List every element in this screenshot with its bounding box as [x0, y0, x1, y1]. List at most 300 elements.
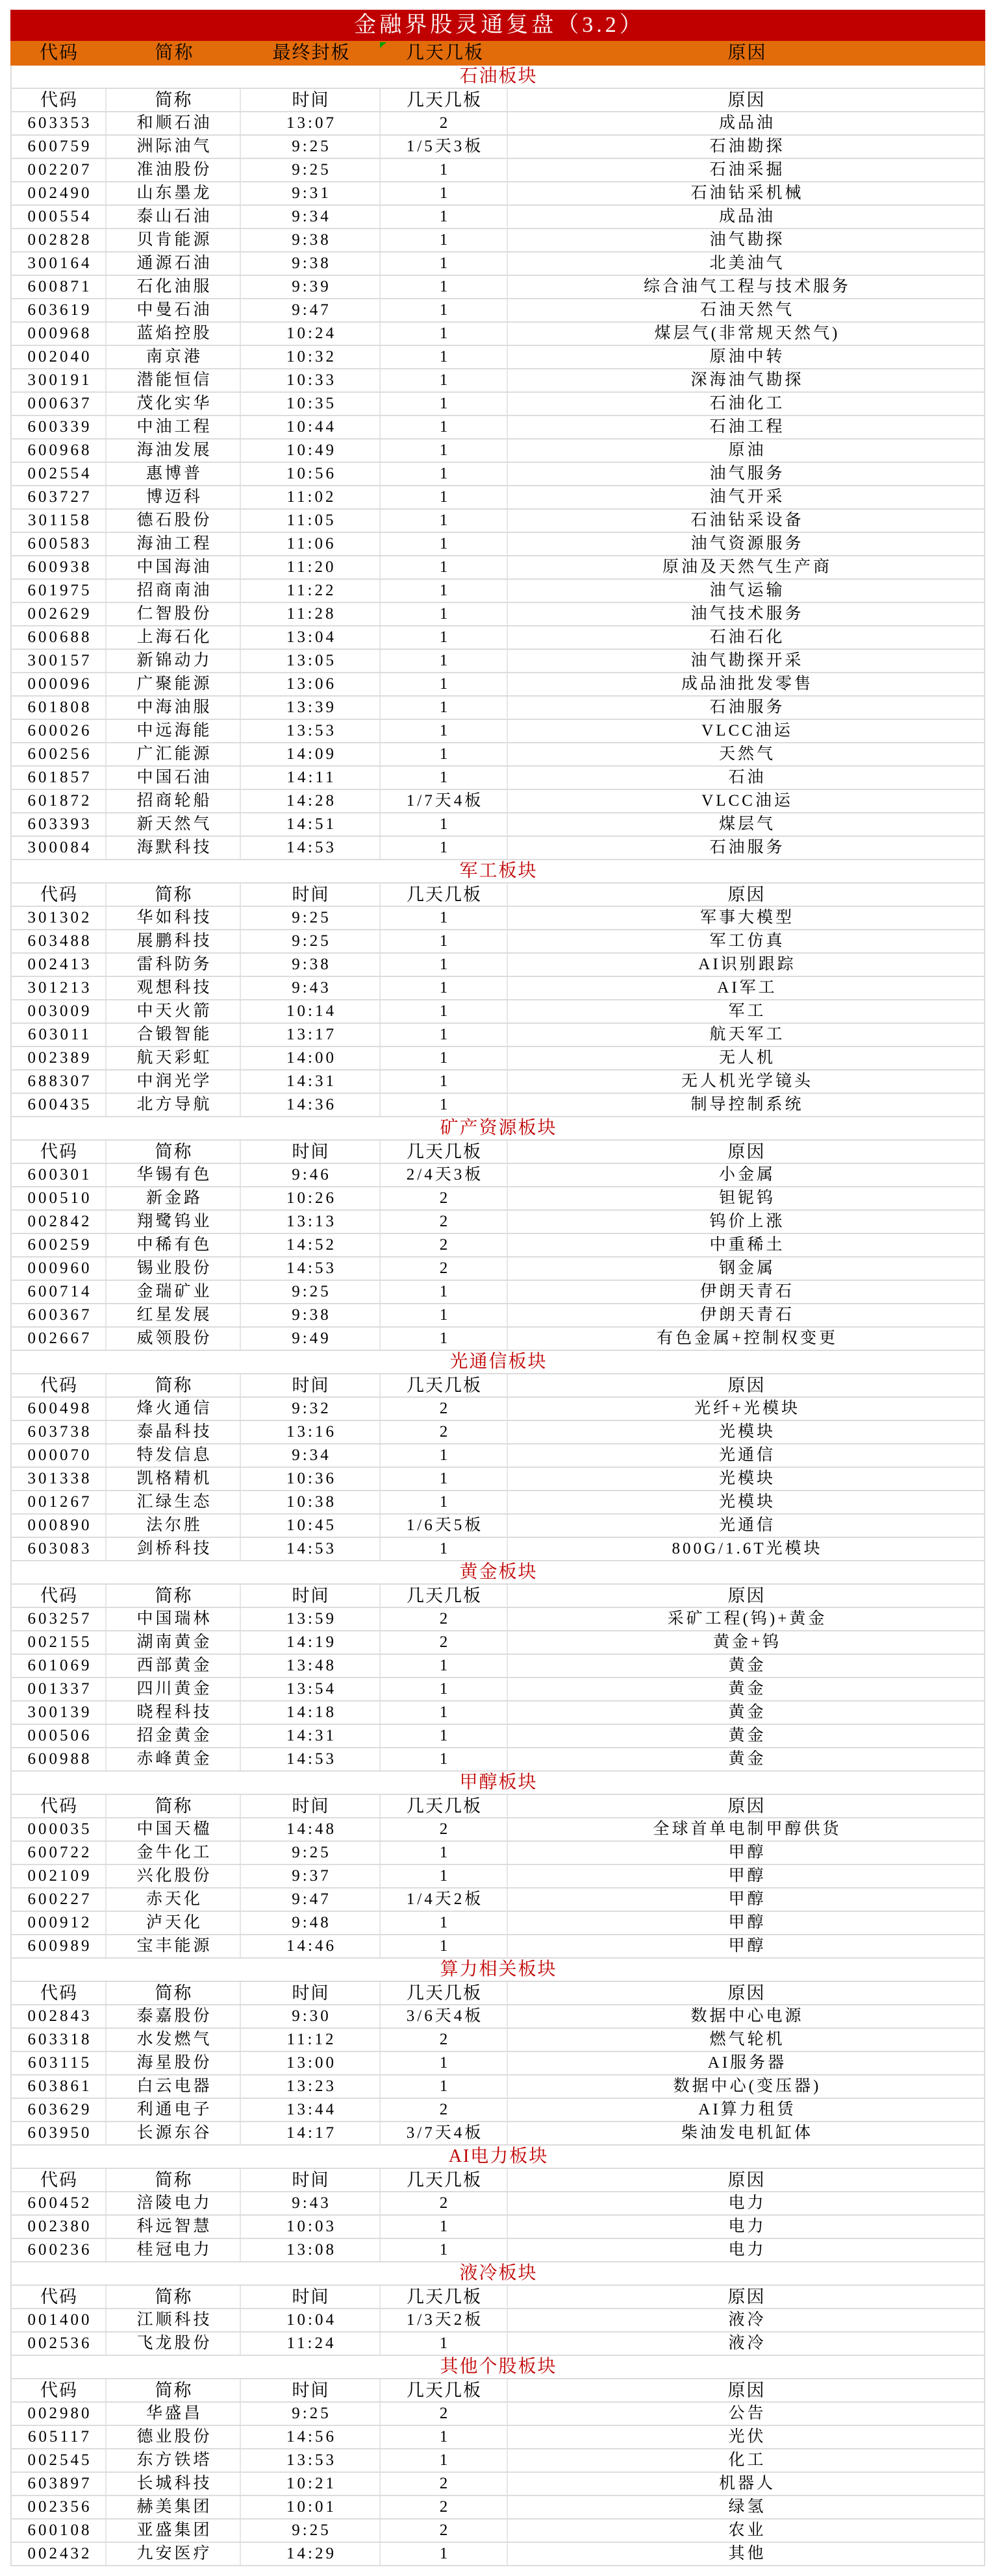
stock-name: 九安医疗 — [107, 2543, 241, 2565]
limit-up-reason: 钨价上涨 — [709, 1213, 785, 1230]
stock-name: 博迈科 — [107, 486, 241, 508]
limit-up-reason: 柴油发电机缸体 — [681, 2124, 813, 2142]
limit-up-reason: 化工 — [728, 2451, 766, 2469]
limit-up-reason: 钢金属 — [718, 1259, 775, 1277]
stock-row — [12, 907, 984, 930]
seal-time: 9:39 — [241, 276, 381, 298]
board-count: 1 — [381, 159, 508, 181]
board-count: 1 — [381, 1444, 508, 1467]
board-count: 1 — [381, 533, 508, 555]
stock-name: 和顺石油 — [107, 112, 241, 134]
sector-title: 其他个股板块 — [12, 2356, 984, 2379]
stock-name: 东方铁塔 — [107, 2449, 241, 2471]
seal-time: 9:43 — [241, 2192, 381, 2214]
seal-time: 9:38 — [241, 1304, 381, 1326]
main-header-row — [10, 41, 985, 66]
limit-up-reason: 石油 — [728, 769, 766, 786]
column-header-row — [12, 1141, 984, 1164]
seal-time: 9:49 — [241, 1328, 381, 1350]
stock-row — [12, 1748, 984, 1772]
seal-time: 11:20 — [241, 556, 381, 578]
stock-row — [12, 2473, 984, 2496]
stock-code: 301338 — [12, 1468, 107, 1490]
seal-time: 13:08 — [241, 2239, 381, 2261]
seal-time: 9:43 — [241, 977, 381, 999]
column-header-reason: 原因 — [727, 2381, 766, 2400]
stock-code: 002413 — [12, 954, 107, 976]
stock-code: 002155 — [12, 1631, 107, 1653]
limit-up-reason: 数据中心电源 — [690, 2007, 804, 2025]
stock-row — [12, 2005, 984, 2029]
stock-code: 600339 — [12, 416, 107, 438]
stock-row — [12, 1678, 984, 1702]
board-count: 1 — [381, 323, 508, 345]
board-count: 3/6天4板 — [381, 2005, 508, 2027]
column-header-reason: 原因 — [727, 1796, 766, 1816]
limit-up-reason: 伊朗天青石 — [699, 1283, 794, 1300]
limit-up-reason: 油气运输 — [709, 582, 785, 599]
stock-row — [12, 2333, 984, 2356]
stock-name: 白云电器 — [107, 2075, 241, 2098]
stock-name: 招商轮船 — [107, 790, 241, 812]
stock-code: 600259 — [12, 1234, 107, 1256]
column-header-name: 简称 — [107, 2169, 241, 2191]
stock-row — [12, 1187, 984, 1211]
stock-code: 600938 — [12, 556, 107, 578]
seal-time: 11:05 — [241, 510, 381, 532]
stock-code: 000510 — [12, 1187, 107, 1209]
limit-up-reason: 数据中心(变压器) — [673, 2077, 822, 2095]
stock-code: 000960 — [12, 1257, 107, 1280]
stock-row — [12, 1304, 984, 1328]
stock-name: 洲际油气 — [107, 136, 241, 158]
stock-code: 002040 — [12, 346, 107, 368]
header-code: 代码 — [39, 43, 79, 63]
column-header-reason: 原因 — [727, 1376, 766, 1395]
limit-up-reason: 电力 — [728, 2218, 766, 2235]
sector-section — [12, 1351, 984, 1561]
stock-row — [12, 2239, 984, 2262]
limit-up-reason: 成品油 — [718, 208, 775, 225]
board-count: 1 — [381, 2052, 508, 2074]
stock-code: 002554 — [12, 463, 107, 485]
stock-code: 600498 — [12, 1398, 107, 1420]
stock-code: 600968 — [12, 440, 107, 462]
stock-code: 002629 — [12, 603, 107, 625]
seal-time: 14:52 — [241, 1234, 381, 1256]
stock-row — [12, 2309, 984, 2333]
board-count: 2 — [381, 1234, 508, 1256]
seal-time: 9:25 — [241, 2403, 381, 2425]
review-sheet — [10, 10, 985, 2566]
board-count: 1 — [381, 837, 508, 859]
stock-row — [12, 1328, 984, 1351]
limit-up-reason: 钽铌钨 — [718, 1189, 775, 1207]
stock-row — [12, 1912, 984, 1935]
board-count: 1 — [381, 626, 508, 649]
stock-row — [12, 1655, 984, 1678]
board-count: 2 — [381, 1398, 508, 1420]
stock-row — [12, 1024, 984, 1047]
board-count: 1 — [381, 673, 508, 695]
seal-time: 14:51 — [241, 813, 381, 836]
stock-code: 600367 — [12, 1304, 107, 1326]
stock-row — [12, 2520, 984, 2543]
column-header-row — [12, 2286, 984, 2309]
board-count: 1 — [381, 393, 508, 415]
limit-up-reason: 石油化工 — [709, 395, 785, 412]
stock-name: 潜能恒信 — [107, 369, 241, 391]
column-header-row — [12, 884, 984, 907]
seal-time: 9:25 — [241, 930, 381, 952]
stock-name: 中天火箭 — [107, 1000, 241, 1022]
board-count: 1 — [381, 1655, 508, 1677]
stock-code: 301158 — [12, 510, 107, 532]
seal-time: 14:19 — [241, 1631, 381, 1653]
board-count: 1 — [381, 580, 508, 602]
stock-code: 600227 — [12, 1889, 107, 1911]
board-count: 1 — [381, 697, 508, 719]
stock-row — [12, 977, 984, 1000]
stock-name: 广汇能源 — [107, 743, 241, 765]
column-header-reason: 原因 — [727, 2287, 766, 2307]
board-count: 1 — [381, 463, 508, 485]
stock-row — [12, 2192, 984, 2216]
limit-up-reason: 北美油气 — [709, 254, 785, 272]
seal-time: 14:36 — [241, 1094, 381, 1116]
seal-time: 9:25 — [241, 136, 381, 158]
stock-code: 002545 — [12, 2449, 107, 2471]
sector-section — [12, 2356, 984, 2566]
stock-row — [12, 2449, 984, 2473]
limit-up-reason: 黄金 — [728, 1680, 766, 1698]
stock-code: 002432 — [12, 2543, 107, 2565]
stock-name: 长源东谷 — [107, 2122, 241, 2144]
seal-time: 14:18 — [241, 1702, 381, 1724]
limit-up-reason: 黄金 — [728, 1750, 766, 1768]
stock-name: 海默科技 — [107, 837, 241, 859]
stock-row — [12, 1211, 984, 1234]
stock-name: 仁智股份 — [107, 603, 241, 625]
limit-up-reason: 光通信 — [718, 1517, 775, 1534]
limit-up-reason: 成品油 — [718, 114, 775, 132]
board-count: 1 — [381, 1024, 508, 1046]
sector-title: 光通信板块 — [12, 1351, 984, 1374]
limit-up-reason: 小金属 — [718, 1166, 775, 1183]
stock-name: 汇绿生态 — [107, 1491, 241, 1513]
limit-up-reason: 黄金+钨 — [712, 1633, 782, 1651]
seal-time: 9:25 — [241, 907, 381, 929]
board-count: 1 — [381, 2075, 508, 2098]
seal-time: 10:21 — [241, 2473, 381, 2495]
limit-up-reason: AI算力租赁 — [698, 2101, 796, 2118]
stock-name: 宝丰能源 — [107, 1935, 241, 1957]
stock-row — [12, 673, 984, 697]
limit-up-reason: 电力 — [728, 2241, 766, 2259]
limit-up-reason: 综合油气工程与技术服务 — [643, 278, 851, 295]
stock-name: 中油工程 — [107, 416, 241, 438]
board-count: 1/3天2板 — [381, 2309, 508, 2331]
limit-up-reason: 油气技术服务 — [690, 605, 804, 623]
stock-name: 金瑞矿业 — [107, 1281, 241, 1303]
seal-time: 13:48 — [241, 1655, 381, 1677]
column-header-row — [12, 2379, 984, 2403]
sector-section — [12, 1772, 984, 1959]
stock-row — [12, 2216, 984, 2239]
column-header-name: 简称 — [107, 1141, 241, 1163]
board-count: 1 — [381, 1491, 508, 1513]
column-header-name: 简称 — [107, 1795, 241, 1817]
seal-time: 9:31 — [241, 182, 381, 204]
stock-code: 301302 — [12, 907, 107, 929]
stock-row — [12, 2122, 984, 2146]
limit-up-reason: 甲醇 — [728, 1890, 766, 1908]
board-count: 1 — [381, 1468, 508, 1490]
board-count: 2 — [381, 112, 508, 134]
stock-row — [12, 2496, 984, 2520]
stock-code: 603083 — [12, 1538, 107, 1560]
column-header-reason: 原因 — [727, 885, 766, 904]
stock-code: 001267 — [12, 1491, 107, 1513]
stock-name: 翔鹭钨业 — [107, 1211, 241, 1233]
seal-time: 9:25 — [241, 2520, 381, 2542]
column-header-code: 代码 — [12, 89, 107, 111]
limit-up-reason: 石油钻采机械 — [690, 184, 804, 202]
limit-up-reason: 黄金 — [728, 1703, 766, 1721]
stock-row — [12, 1889, 984, 1912]
seal-time: 9:38 — [241, 954, 381, 976]
stock-row — [12, 743, 984, 767]
stock-row — [12, 1842, 984, 1865]
seal-time: 13:59 — [241, 1608, 381, 1630]
column-header-time: 时间 — [241, 1374, 381, 1396]
stock-name: 水发燃气 — [107, 2029, 241, 2051]
limit-up-reason: 其他 — [728, 2545, 766, 2562]
column-header-name: 简称 — [107, 884, 241, 906]
limit-up-reason: 机器人 — [718, 2475, 775, 2492]
seal-time: 13:44 — [241, 2099, 381, 2121]
limit-up-reason: 光伏 — [728, 2428, 766, 2446]
stock-row — [12, 1398, 984, 1421]
stock-name: 蓝焰控股 — [107, 323, 241, 345]
limit-up-reason: 石油勘探 — [709, 138, 785, 155]
seal-time: 13:23 — [241, 2075, 381, 2098]
limit-up-reason: 油气服务 — [709, 465, 785, 482]
column-header-code: 代码 — [12, 2379, 107, 2401]
stock-code: 300164 — [12, 253, 107, 275]
stock-code: 002842 — [12, 1211, 107, 1233]
limit-up-reason: 光通信 — [718, 1446, 775, 1464]
column-header-reason: 原因 — [727, 2170, 766, 2190]
stock-name: 合锻智能 — [107, 1024, 241, 1046]
column-header-code: 代码 — [12, 2169, 107, 2191]
sector-title: 军工板块 — [12, 860, 984, 884]
board-count: 1 — [381, 813, 508, 836]
seal-time: 13:07 — [241, 112, 381, 134]
stock-name: 中远海能 — [107, 720, 241, 742]
sector-title: 算力相关板块 — [12, 1959, 984, 1982]
column-header-code: 代码 — [12, 884, 107, 906]
stock-row — [12, 1094, 984, 1117]
column-header-name: 简称 — [107, 89, 241, 111]
stock-name: 华锡有色 — [107, 1164, 241, 1186]
sector-rows — [12, 2005, 984, 2146]
stock-row — [12, 440, 984, 463]
stock-code: 600714 — [12, 1281, 107, 1303]
stock-name: 科远智慧 — [107, 2216, 241, 2238]
limit-up-reason: VLCC油运 — [701, 792, 793, 810]
stock-code: 605117 — [12, 2426, 107, 2448]
limit-up-reason: 全球首单电制甲醇供货 — [653, 1820, 842, 1838]
board-count: 1 — [381, 930, 508, 952]
seal-time: 14:53 — [241, 837, 381, 859]
board-count: 1 — [381, 299, 508, 321]
board-count: 1 — [381, 1842, 508, 1864]
seal-time: 13:17 — [241, 1024, 381, 1046]
stock-row — [12, 1515, 984, 1538]
stock-code: 002667 — [12, 1328, 107, 1350]
stock-row — [12, 1725, 984, 1748]
stock-name: 四川黄金 — [107, 1678, 241, 1700]
limit-up-reason: 油气开采 — [709, 488, 785, 506]
board-count: 2 — [381, 1211, 508, 1233]
stock-code: 601872 — [12, 790, 107, 812]
sector-section — [12, 860, 984, 1117]
stock-name: 雷科防务 — [107, 954, 241, 976]
column-header-time: 时间 — [241, 1585, 381, 1607]
stock-code: 003009 — [12, 1000, 107, 1022]
seal-time: 9:38 — [241, 229, 381, 251]
stock-name: 亚盛集团 — [107, 2520, 241, 2542]
stock-name: 海油工程 — [107, 533, 241, 555]
limit-up-reason: 光模块 — [718, 1423, 775, 1441]
stock-code: 600452 — [12, 2192, 107, 2214]
stock-name: 贝肯能源 — [107, 229, 241, 251]
stock-name: 观想科技 — [107, 977, 241, 999]
stock-name: 石化油服 — [107, 276, 241, 298]
limit-up-reason: 煤层气(非常规天然气) — [654, 325, 840, 342]
board-count: 1 — [381, 1071, 508, 1093]
stock-name: 航天彩虹 — [107, 1047, 241, 1069]
sector-section — [12, 1959, 984, 2146]
board-count: 1 — [381, 1328, 508, 1350]
seal-time: 9:46 — [241, 1164, 381, 1186]
stock-code: 002536 — [12, 2333, 107, 2355]
stock-name: 凯格精机 — [107, 1468, 241, 1490]
board-count: 2 — [381, 2473, 508, 2495]
board-count: 1/7天4板 — [381, 790, 508, 812]
stock-row — [12, 346, 984, 369]
limit-up-reason: 800G/1.6T光模块 — [672, 1540, 823, 1557]
seal-time: 11:12 — [241, 2029, 381, 2051]
seal-time: 11:22 — [241, 580, 381, 602]
column-header-boards: 几天几板 — [381, 1982, 508, 2004]
seal-time: 9:38 — [241, 253, 381, 275]
column-header-boards: 几天几板 — [381, 884, 508, 906]
stock-row — [12, 1538, 984, 1561]
stock-row — [12, 206, 984, 229]
stock-code: 000506 — [12, 1725, 107, 1747]
column-header-name: 简称 — [107, 1374, 241, 1396]
column-header-boards: 几天几板 — [381, 2169, 508, 2191]
stock-name: 剑桥科技 — [107, 1538, 241, 1560]
seal-time: 10:44 — [241, 416, 381, 438]
sheet-body — [10, 66, 985, 2566]
board-count: 1 — [381, 440, 508, 462]
limit-up-reason: 石油钻采设备 — [690, 512, 804, 529]
stock-name: 赤天化 — [107, 1889, 241, 1911]
stock-name: 兴化股份 — [107, 1865, 241, 1887]
seal-time: 11:24 — [241, 2333, 381, 2355]
stock-row — [12, 136, 984, 159]
stock-row — [12, 510, 984, 533]
limit-up-reason: 油气勘探开采 — [690, 652, 804, 669]
board-count: 1 — [381, 743, 508, 765]
sector-title: 矿产资源板块 — [12, 1117, 984, 1141]
column-header-reason: 原因 — [727, 90, 766, 110]
column-header-code: 代码 — [12, 2286, 107, 2308]
stock-name: 中国海油 — [107, 556, 241, 578]
stock-name: 华如科技 — [107, 907, 241, 929]
stock-name: 利通电子 — [107, 2099, 241, 2121]
stock-row — [12, 1000, 984, 1024]
stock-name: 烽火通信 — [107, 1398, 241, 1420]
board-count: 1 — [381, 276, 508, 298]
seal-time: 9:32 — [241, 1398, 381, 1420]
stock-row — [12, 2099, 984, 2122]
stock-name: 长城科技 — [107, 2473, 241, 2495]
limit-up-reason: 制导控制系统 — [690, 1096, 804, 1113]
stock-code: 000637 — [12, 393, 107, 415]
seal-time: 13:06 — [241, 673, 381, 695]
limit-up-reason: 石油天然气 — [699, 301, 794, 319]
stock-code: 002109 — [12, 1865, 107, 1887]
seal-time: 10:01 — [241, 2496, 381, 2518]
stock-row — [12, 1468, 984, 1491]
stock-name: 赫美集团 — [107, 2496, 241, 2518]
seal-time: 13:54 — [241, 1678, 381, 1700]
stock-name: 法尔胜 — [107, 1515, 241, 1537]
board-count: 1 — [381, 1094, 508, 1116]
stock-code: 600759 — [12, 136, 107, 158]
limit-up-reason: 液冷 — [728, 2334, 766, 2352]
seal-time: 9:30 — [241, 2005, 381, 2027]
stock-row — [12, 1281, 984, 1304]
seal-time: 13:05 — [241, 650, 381, 672]
stock-code: 002980 — [12, 2403, 107, 2425]
board-count: 1/6天5板 — [381, 1515, 508, 1537]
limit-up-reason: 燃气轮机 — [709, 2031, 785, 2048]
seal-time: 14:31 — [241, 1071, 381, 1093]
board-count: 1 — [381, 510, 508, 532]
header-final-seal-time: 最终封板 — [272, 43, 351, 63]
stock-row — [12, 580, 984, 603]
board-count: 1 — [381, 1912, 508, 1934]
stock-row — [12, 1865, 984, 1889]
limit-up-reason: 石油服务 — [709, 699, 785, 716]
seal-time: 9:34 — [241, 206, 381, 228]
stock-code: 002380 — [12, 2216, 107, 2238]
sector-rows — [12, 907, 984, 1117]
column-header-boards: 几天几板 — [381, 1795, 508, 1817]
column-header-time: 时间 — [241, 2379, 381, 2401]
stock-row — [12, 2426, 984, 2449]
seal-time: 14:09 — [241, 743, 381, 765]
seal-time: 13:16 — [241, 1421, 381, 1443]
stock-name: 中稀有色 — [107, 1234, 241, 1256]
stock-code: 000096 — [12, 673, 107, 695]
limit-up-reason: 液冷 — [728, 2311, 766, 2329]
